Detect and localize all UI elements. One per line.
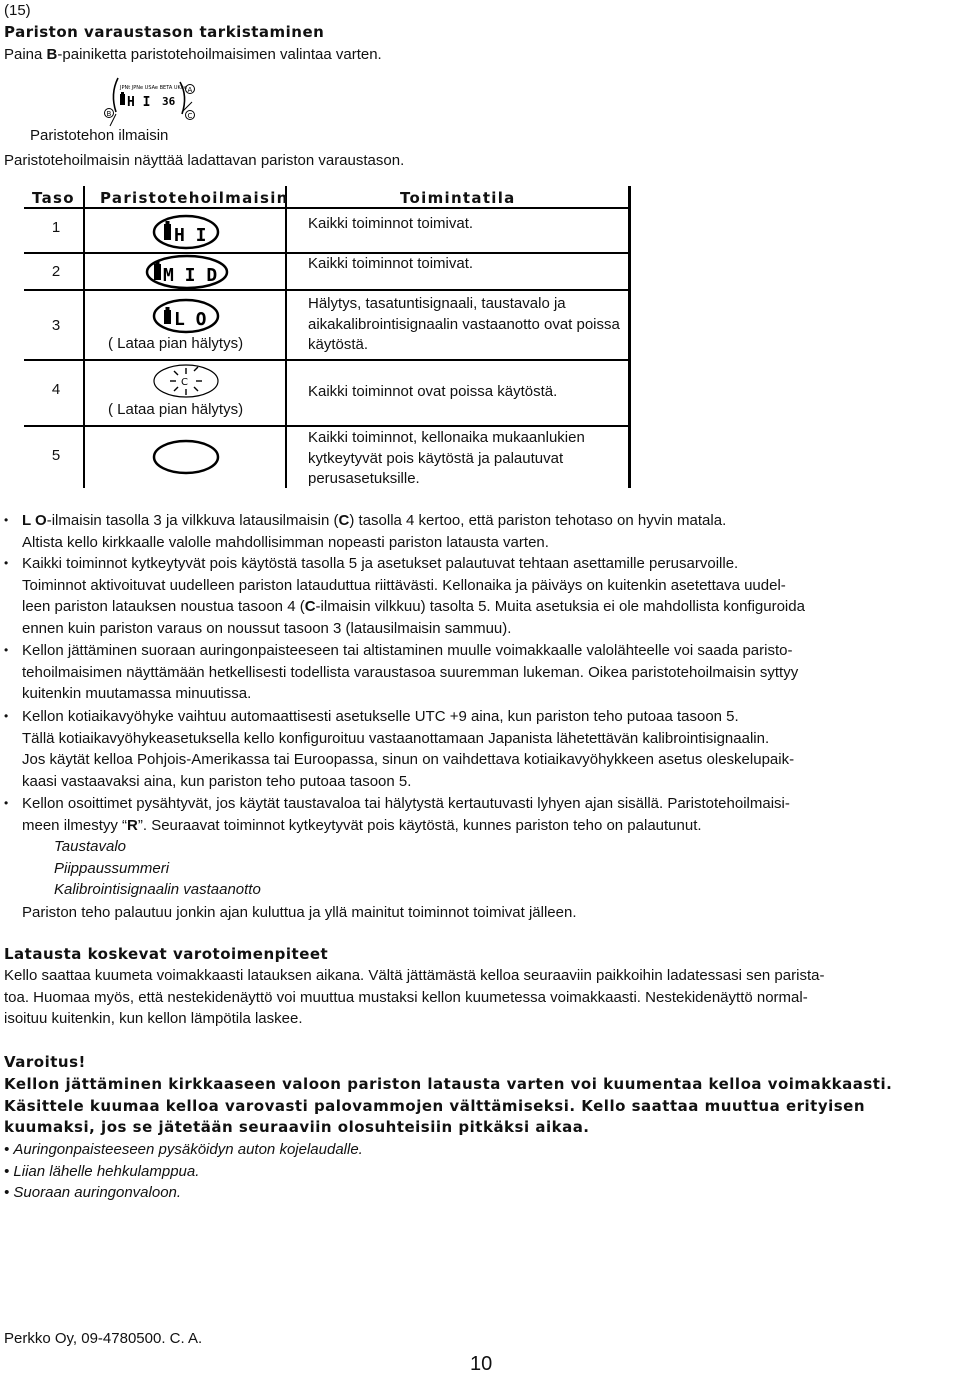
indicator-icon-empty [154,441,218,473]
charging-line-3: isoituu kuitenkin, kun kellon lämpötila laskee. [4,1010,303,1028]
level-2: 2 [51,263,61,280]
col-header-indicator: Paristotehoilmaisin [100,189,289,207]
status-2: Kaikki toiminnot toimivat. [308,255,474,272]
level-3: 3 [51,317,61,334]
note-3: ( Lataa pian hälytys) [108,335,244,352]
col-header-status: Toimintatila [400,189,516,207]
disabled-item-3: Kalibrointisignaalin vastaanotto [54,881,261,899]
watch-main-readout: H I [127,95,151,110]
note-hands-stop [4,793,952,924]
bullet: • [4,709,9,723]
indicator-icon-charge-blink [154,365,218,397]
note-b1-line2: Altista kello kirkkaalle valolle mahdollisimman nopeasti pariston latausta varten. [22,533,549,551]
button-a-label: A [187,86,193,94]
section-number: (15) [4,2,31,19]
warning-line-2: Käsittele kuumaa kelloa varovasti palovammojen välttämiseksi. Kello saattaa muuttua erityisen [4,1096,866,1115]
bullet: • [4,1184,14,1202]
button-c-label: C [187,112,193,120]
note-low-battery [4,510,952,553]
status-5: Kaikki toiminnot, kellonaika mukaanlukien kytkeytyvät pois käytöstä ja palautuvat perusasetuksille. [308,429,585,487]
warning-line-1: Kellon jättäminen kirkkaaseen valoon pariston latausta varten voi kuumentaa kelloa voimakkaasti. [4,1075,893,1093]
icon-mid-text: M I D [163,265,218,286]
status-4: Kaikki toiminnot ovat poissa käytöstä. [308,383,558,400]
note-b2-line3a: leen pariston latauksen noustua tasoon 4 ( [22,598,305,616]
warning-item-2 [4,1161,363,1183]
bullet: • [4,1141,14,1158]
note-b2-line3b: -ilmaisin vilkkuu) tasolta 5. Muita asetuksia ei ole mahdollista konfiguroida [315,598,805,616]
note-b5-line2b: ”. Seuraavat toiminnot kytkeytyvät pois käytöstä, kunnes pariston teho on palautunut. [137,816,702,834]
bullet: • [4,643,9,657]
note-b4-line2: Tällä kotiaikavyöhykeasetuksella kello konfiguroituu vastaanottamaan Japanista lähetettävän kalibrointisignaalin. [22,729,770,747]
warning-text [4,1074,954,1139]
note-bright-light [4,640,952,705]
indicator-text: Paristotehoilmaisin näyttää ladattavan pariston varaustason. [4,152,405,169]
lo-label: L O [22,512,47,529]
note-4: ( Lataa pian hälytys) [108,401,244,418]
bullet: • [4,556,9,570]
note-b1-part1: -ilmaisin tasolla 3 ja vilkkuva latausilmaisin ( [46,512,339,529]
c-label: C [304,598,316,616]
warning-item-2-text: Liian lähelle hehkulamppua. [13,1162,200,1180]
bullet: • [4,796,9,810]
level-5: 5 [51,447,61,464]
warning-heading: Varoitus! [4,1053,86,1071]
button-b-label: B [106,110,112,118]
bullet: • [4,1162,14,1180]
footer-contact: Perkko Oy, 09-4780500. C. A. [4,1330,203,1347]
note-home-timezone [4,706,952,792]
charging-text [4,965,954,1030]
r-label: R [127,816,138,834]
indicator-icon-mid [147,256,227,288]
note-b4-line4: kaasi vastaavaksi aina, kun pariston teho putoaa tasoon 5. [22,772,412,790]
status-1: Kaikki toiminnot toimivat. [308,215,474,232]
intro-pre: Paina [4,46,47,63]
warning-item-3 [4,1182,363,1204]
note-b2-line2: Toiminnot aktivoituvat uudelleen pariston latauduttua riittävästi. Kellonaika ja päiväys on kuitenkin asetettava uudel- [22,576,786,594]
warning-item-1-text: Auringonpaisteeseen pysäköidyn auton kojelaudalle. [13,1141,363,1158]
col-header-level: Taso [32,189,75,207]
charging-line-2: toa. Huomaa myös, että nestekidenäyttö voi muuttua mustaksi kellon kuumetessa voimakkaasti. Nestekidenäyttö normal- [4,988,808,1006]
warning-item-3-text: Suoraan auringonvaloon. [13,1184,182,1202]
note-b5-line2a: meen ilmestyy “ [22,816,128,834]
note-b5-after: Pariston teho palautuu jonkin ajan kuluttua ja yllä mainitut toiminnot toimivat jälleen. [22,903,577,921]
indicator-icon-hi [154,216,218,248]
disabled-item-1: Taustavalo [54,838,126,856]
charging-line-1: Kello saattaa kuumeta voimakkaasti latauksen aikana. Vältä jättämästä kelloa seuraaviin paikkoihin ladatessasi sen parista- [4,967,825,984]
battery-level-table [24,186,631,488]
note-b5-line1: Kellon osoittimet pysähtyvät, jos käytät taustavaloa tai hälytystä kertautuvasti lyhyen ajan sisällä. Paristotehoilmaisi- [22,795,790,812]
intro-text [4,44,382,66]
level-4: 4 [51,381,61,398]
section-heading: Pariston varaustason tarkistaminen [4,23,325,41]
level-1: 1 [51,219,61,236]
note-b2-line4: ennen kuin pariston varaus on noussut tasoon 3 (latausilmaisin sammuu). [22,619,512,637]
note-b4-line1: Kellon kotiaikavyöhyke vaihtuu automaattisesti asetukselle UTC +9 aina, kun pariston teho putoaa tasoon 5. [22,708,739,725]
watch-seg-readout: 36 [162,95,176,108]
watch-display-illustration [96,72,208,130]
page-number: 10 [470,1353,493,1375]
note-b3-line2: tehoilmaisimen näyttämään hetkellisesti todellista varaustasoa suuremman lukeman. Oikea paristotehoilmaisin syttyy [22,663,799,681]
icon-charge-text: C [181,377,188,388]
c-label: C [338,512,350,529]
indicator-heading: Paristotehon ilmaisin [30,127,169,144]
note-b3-line1: Kellon jättäminen suoraan auringonpaisteeseen tai altistaminen muulle voimakkaalle valolähteelle voi saada paristo- [22,642,793,659]
note-level5-reset [4,553,952,639]
warning-list [4,1139,363,1204]
icon-hi-text: H I [174,225,207,246]
charging-heading: Latausta koskevat varotoimenpiteet [4,945,329,963]
disabled-item-2: Piippaussummeri [54,859,170,877]
watch-mode-labels: JPNt JPNe USAe BETA UKne [120,85,188,91]
intro-key: B [46,46,58,63]
note-b2-line1: Kaikki toiminnot kytkeytyvät pois käytöstä tasolla 5 ja asetukset palautuvat tehtaan asettamille perusarvoille. [22,555,739,572]
status-3: Hälytys, tasatuntisignaali, taustavalo ja aikakalibrointisignaalin vastaanotto ovat poissa käytöstä. [308,295,620,353]
warning-item-1 [4,1139,363,1161]
indicator-icon-lo [154,300,218,332]
note-b3-line3: kuitenkin muutamassa minuutissa. [22,685,252,703]
note-b1-part2: ) tasolla 4 kertoo, että pariston tehotaso on hyvin matala. [349,512,727,529]
warning-line-3: kuumaksi, jos se jätetään seuraaviin olosuhteisiin pitkäksi aikaa. [4,1118,590,1137]
icon-lo-text: L O [174,309,207,330]
intro-post: -painiketta paristotehoilmaisimen valintaa varten. [57,46,382,63]
note-b4-line3: Jos käytät kelloa Pohjois-Amerikassa tai Euroopassa, sinun on vaihdettava kotiaikavyöhykkeen asetus oleskelupaik- [22,751,795,769]
bullet: • [4,513,9,527]
